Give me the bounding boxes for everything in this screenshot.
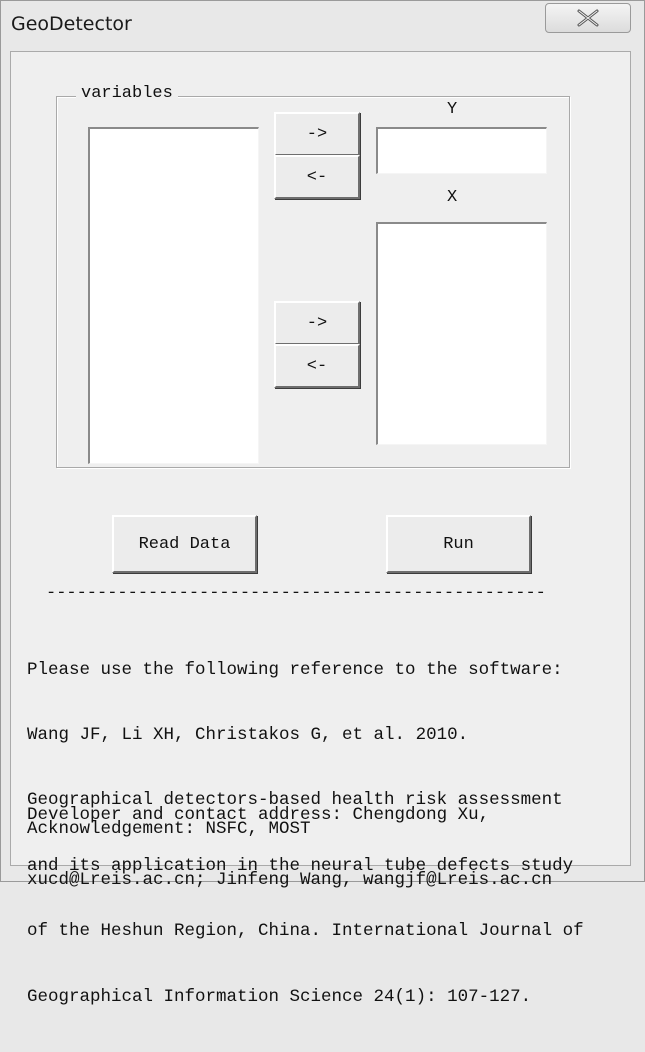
dialog-client-area	[10, 51, 631, 1007]
reference-line: Geographical detectors-based health risk assessment	[27, 790, 563, 811]
reference-line: of the Heshun Region, China. International Journal of	[27, 921, 584, 942]
close-button[interactable]	[545, 3, 631, 33]
variables-listbox[interactable]	[88, 127, 259, 464]
close-icon	[576, 9, 600, 27]
reference-line: Please use the following reference to the software:	[27, 659, 563, 680]
x-label: X	[447, 188, 458, 207]
reference-line: Geographical Information Science 24(1): 107-127.	[27, 986, 532, 1007]
remove-from-y-button[interactable]: <-	[274, 155, 360, 199]
acknowledgement-text: Acknowledgement: NSFC, MOST	[27, 819, 311, 839]
developer-contact-text	[27, 761, 627, 935]
add-to-x-button[interactable]: ->	[274, 301, 360, 345]
run-button[interactable]: Run	[386, 515, 531, 573]
separator-line: -------------------------------------------------	[46, 584, 546, 603]
reference-line: Wang JF, Li XH, Christakos G, et al. 2010.	[27, 724, 469, 745]
x-listbox[interactable]	[376, 222, 547, 445]
add-to-y-button[interactable]: ->	[274, 112, 360, 156]
y-label: Y	[447, 100, 458, 119]
read-data-button[interactable]: Read Data	[112, 515, 257, 573]
reference-line: and its application in the neural tube defects study	[27, 855, 574, 876]
variables-legend: variables	[76, 84, 178, 103]
window-title: GeoDetector	[11, 13, 132, 35]
developer-line: xucd@Lreis.ac.cn; Jinfeng Wang, wangjf@Lreis.ac.cn	[27, 869, 553, 890]
remove-from-x-button[interactable]: <-	[274, 344, 360, 388]
title-bar	[1, 1, 644, 51]
y-field[interactable]	[376, 127, 547, 174]
developer-line: Developer and contact address: Chengdong Xu,	[27, 804, 490, 825]
